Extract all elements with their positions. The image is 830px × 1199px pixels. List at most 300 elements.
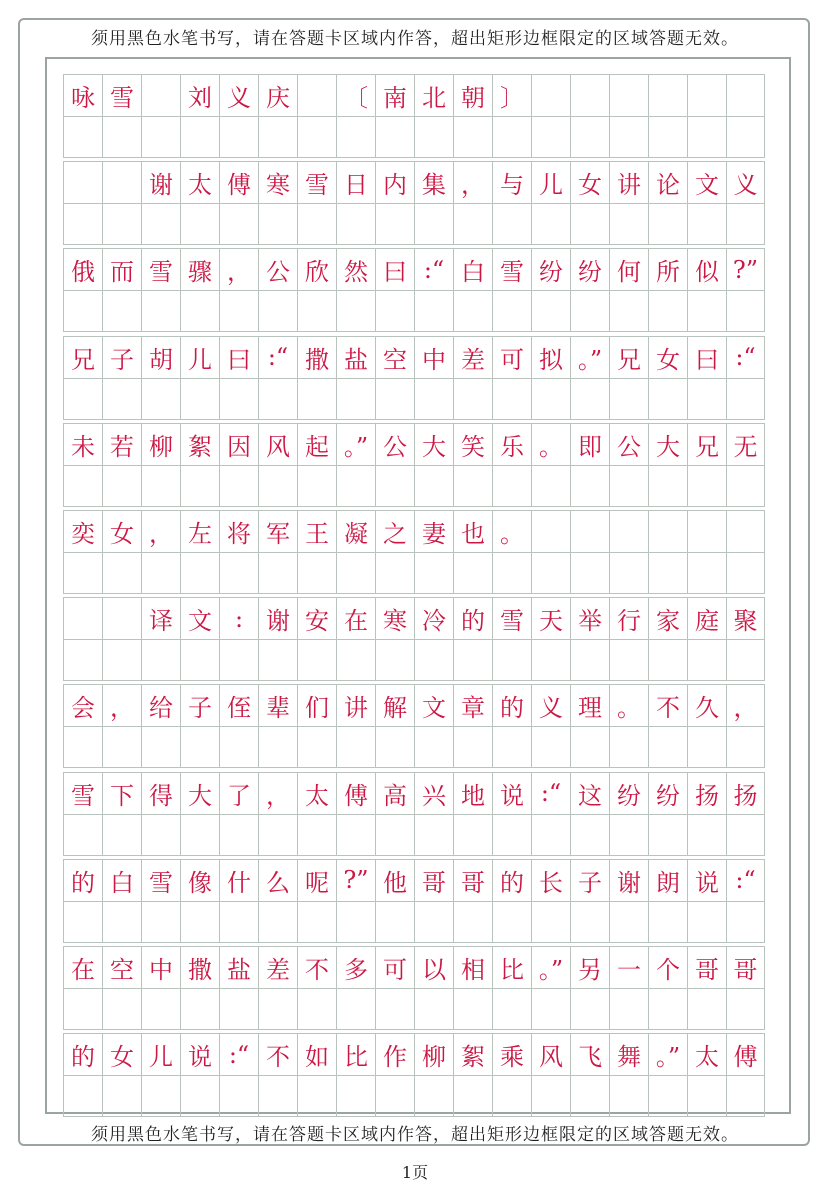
grid-cell: 下 [102, 772, 141, 814]
grid-cell: 风 [258, 423, 297, 465]
grid-cell-blank [336, 290, 375, 332]
grid-cell-blank [219, 901, 258, 943]
grid-cell-blank [141, 290, 180, 332]
grid-cell: 絮 [180, 423, 219, 465]
grid-cell-blank [219, 203, 258, 245]
grid-cell: 扬 [687, 772, 726, 814]
grid-cell-blank [609, 116, 648, 158]
grid-cell-blank [219, 988, 258, 1030]
grid-cell: 译 [141, 597, 180, 639]
grid-cell: 差 [258, 946, 297, 988]
grid-cell: : [219, 597, 258, 639]
grid-cell-blank [609, 378, 648, 420]
grid-cell: 庭 [687, 597, 726, 639]
grid-cell: 风 [531, 1033, 570, 1075]
grid-cell: 得 [141, 772, 180, 814]
grid-cell-blank [141, 203, 180, 245]
grid-cell-blank [102, 726, 141, 768]
grid-cell-blank [258, 203, 297, 245]
grid-cell [609, 74, 648, 116]
grid-cell: 将 [219, 510, 258, 552]
blank-row [63, 378, 768, 420]
grid-cell-blank [180, 552, 219, 594]
grid-cell-blank [414, 116, 453, 158]
grid-cell: 寒 [258, 161, 297, 203]
grid-cell: 讲 [336, 684, 375, 726]
grid-cell-blank [219, 814, 258, 856]
grid-cell-blank [492, 552, 531, 594]
grid-cell-blank [219, 465, 258, 507]
grid-cell: 可 [375, 946, 414, 988]
grid-cell-blank [726, 814, 765, 856]
grid-cell-blank [570, 290, 609, 332]
grid-cell-blank [258, 814, 297, 856]
grid-cell: 雪 [141, 248, 180, 290]
grid-cell: 长 [531, 859, 570, 901]
grid-cell: 聚 [726, 597, 765, 639]
grid-cell: ， [726, 684, 765, 726]
grid-cell-blank [63, 988, 102, 1030]
grid-cell-blank [258, 290, 297, 332]
grid-cell: 女 [102, 1033, 141, 1075]
grid-cell-blank [453, 726, 492, 768]
grid-cell: 大 [180, 772, 219, 814]
grid-cell-blank [609, 814, 648, 856]
grid-cell-blank [726, 552, 765, 594]
grid-cell: 雪 [492, 248, 531, 290]
grid-cell-blank [180, 1075, 219, 1117]
grid-cell: 刘 [180, 74, 219, 116]
grid-cell-blank [687, 639, 726, 681]
grid-cell: 似 [687, 248, 726, 290]
grid-cell-blank [414, 552, 453, 594]
grid-cell-blank [492, 814, 531, 856]
grid-cell: 雪 [492, 597, 531, 639]
footer-notice: 须用黑色水笔书写，请在答题卡区域内作答，超出矩形边框限定的区域答题无效。 [91, 1125, 739, 1145]
grid-cell-blank [531, 378, 570, 420]
grid-cell-blank [687, 378, 726, 420]
grid-cell: 的 [453, 597, 492, 639]
grid-cell-blank [141, 465, 180, 507]
grid-cell: 作 [375, 1033, 414, 1075]
grid-cell: 文 [687, 161, 726, 203]
grid-cell: 拟 [531, 336, 570, 378]
grid-cell-blank [687, 203, 726, 245]
grid-cell-blank [63, 726, 102, 768]
grid-cell-blank [531, 814, 570, 856]
grid-cell-blank [453, 814, 492, 856]
grid-cell-blank [336, 116, 375, 158]
grid-cell: 胡 [141, 336, 180, 378]
grid-cell-blank [336, 378, 375, 420]
grid-cell: 奕 [63, 510, 102, 552]
grid-cell-blank [492, 378, 531, 420]
grid-cell: 寒 [375, 597, 414, 639]
grid-cell: 柳 [414, 1033, 453, 1075]
grid-cell: 曰 [375, 248, 414, 290]
blank-row [63, 901, 768, 943]
grid-cell: 盐 [336, 336, 375, 378]
grid-cell: 冷 [414, 597, 453, 639]
grid-cell: 所 [648, 248, 687, 290]
grid-cell: 雪 [102, 74, 141, 116]
grid-cell: 凝 [336, 510, 375, 552]
grid-cell-blank [570, 814, 609, 856]
grid-cell-blank [648, 1075, 687, 1117]
grid-cell-blank [648, 290, 687, 332]
grid-cell-blank [102, 639, 141, 681]
grid-cell: 。” [531, 946, 570, 988]
grid-cell: 雪 [141, 859, 180, 901]
grid-cell-blank [687, 988, 726, 1030]
grid-cell: 骤 [180, 248, 219, 290]
grid-cell: 朗 [648, 859, 687, 901]
grid-cell-blank [180, 378, 219, 420]
grid-cell: 然 [336, 248, 375, 290]
grid-cell: :“ [726, 336, 765, 378]
grid-cell-blank [180, 203, 219, 245]
grid-cell-blank [375, 726, 414, 768]
text-row [63, 336, 768, 378]
grid-cell: 曰 [687, 336, 726, 378]
grid-cell: ， [219, 248, 258, 290]
grid-cell [609, 510, 648, 552]
grid-cell: 天 [531, 597, 570, 639]
grid-cell-blank [687, 290, 726, 332]
grid-cell: ?” [336, 859, 375, 901]
grid-line [63, 859, 768, 944]
grid-cell-blank [492, 203, 531, 245]
grid-cell: 絮 [453, 1033, 492, 1075]
grid-cell-blank [570, 378, 609, 420]
grid-cell-blank [141, 378, 180, 420]
grid-cell-blank [414, 639, 453, 681]
grid-cell: 义 [726, 161, 765, 203]
grid-cell: 比 [336, 1033, 375, 1075]
grid-cell-blank [219, 116, 258, 158]
grid-line [63, 772, 768, 857]
grid-cell-blank [648, 726, 687, 768]
grid-line [63, 161, 768, 246]
grid-cell: 傅 [726, 1033, 765, 1075]
grid-cell-blank [687, 116, 726, 158]
grid-cell: 〔 [336, 74, 375, 116]
grid-cell: 左 [180, 510, 219, 552]
grid-cell-blank [531, 901, 570, 943]
grid-cell: 儿 [141, 1033, 180, 1075]
grid-cell-blank [336, 465, 375, 507]
grid-cell: 雪 [297, 161, 336, 203]
grid-cell-blank [219, 378, 258, 420]
grid-cell: 太 [180, 161, 219, 203]
grid-cell-blank [102, 465, 141, 507]
grid-cell: 在 [63, 946, 102, 988]
grid-cell: 因 [219, 423, 258, 465]
text-row [63, 74, 768, 116]
grid-cell: 另 [570, 946, 609, 988]
grid-cell: 撒 [297, 336, 336, 378]
grid-cell [648, 510, 687, 552]
blank-row [63, 552, 768, 594]
grid-cell-blank [453, 290, 492, 332]
grid-cell-blank [726, 203, 765, 245]
grid-cell-blank [258, 552, 297, 594]
grid-cell-blank [453, 378, 492, 420]
grid-cell: 论 [648, 161, 687, 203]
grid-cell: 谢 [141, 161, 180, 203]
grid-cell: 辈 [258, 684, 297, 726]
grid-cell-blank [609, 901, 648, 943]
grid-cell: 不 [258, 1033, 297, 1075]
text-row [63, 161, 768, 203]
grid-cell-blank [375, 378, 414, 420]
grid-cell-blank [102, 378, 141, 420]
grid-cell: 兄 [63, 336, 102, 378]
grid-cell-blank [570, 1075, 609, 1117]
grid-cell: :“ [531, 772, 570, 814]
grid-cell: 儿 [180, 336, 219, 378]
header-notice: 须用黑色水笔书写，请在答题卡区域内作答，超出矩形边框限定的区域答题无效。 [91, 29, 739, 49]
grid-cell: 女 [570, 161, 609, 203]
grid-cell: 哥 [687, 946, 726, 988]
grid-cell: 也 [453, 510, 492, 552]
blank-row [63, 988, 768, 1030]
grid-cell-blank [570, 203, 609, 245]
grid-cell [726, 74, 765, 116]
grid-cell: ， [102, 684, 141, 726]
grid-cell: 侄 [219, 684, 258, 726]
grid-cell: 太 [687, 1033, 726, 1075]
grid-cell: 朝 [453, 74, 492, 116]
grid-cell: 差 [453, 336, 492, 378]
grid-cell-blank [63, 901, 102, 943]
grid-cell-blank [531, 465, 570, 507]
grid-cell: 而 [102, 248, 141, 290]
grid-cell: 会 [63, 684, 102, 726]
grid-cell: 柳 [141, 423, 180, 465]
grid-cell-blank [453, 465, 492, 507]
grid-cell-blank [570, 726, 609, 768]
grid-cell-blank [297, 378, 336, 420]
grid-cell: 义 [219, 74, 258, 116]
grid-cell-blank [414, 378, 453, 420]
grid-cell: 。 [531, 423, 570, 465]
grid-cell-blank [687, 814, 726, 856]
grid-cell: 哥 [453, 859, 492, 901]
grid-cell-blank [492, 465, 531, 507]
grid-cell-blank [63, 116, 102, 158]
grid-cell [570, 510, 609, 552]
grid-cell: 。” [336, 423, 375, 465]
grid-cell-blank [609, 290, 648, 332]
grid-cell-blank [375, 116, 414, 158]
grid-cell: 个 [648, 946, 687, 988]
grid-cell-blank [414, 203, 453, 245]
grid-cell-blank [258, 639, 297, 681]
grid-cell-blank [180, 726, 219, 768]
grid-cell-blank [336, 726, 375, 768]
grid-cell: 中 [414, 336, 453, 378]
grid-cell [141, 74, 180, 116]
grid-cell: 兴 [414, 772, 453, 814]
grid-cell: 解 [375, 684, 414, 726]
grid-cell: 庆 [258, 74, 297, 116]
grid-cell: 扬 [726, 772, 765, 814]
grid-cell: 什 [219, 859, 258, 901]
grid-cell: 乘 [492, 1033, 531, 1075]
grid-cell: 军 [258, 510, 297, 552]
grid-cell-blank [297, 290, 336, 332]
grid-cell-blank [180, 465, 219, 507]
grid-cell-blank [297, 203, 336, 245]
grid-cell-blank [648, 378, 687, 420]
grid-cell: 理 [570, 684, 609, 726]
grid-line [63, 510, 768, 595]
grid-cell-blank [648, 552, 687, 594]
grid-cell: 空 [102, 946, 141, 988]
grid-cell-blank [297, 726, 336, 768]
grid-cell: 撒 [180, 946, 219, 988]
grid-cell-blank [180, 814, 219, 856]
grid-cell: 们 [297, 684, 336, 726]
grid-cell: 集 [414, 161, 453, 203]
grid-cell: 咏 [63, 74, 102, 116]
grid-cell-blank [531, 639, 570, 681]
grid-cell-blank [375, 901, 414, 943]
grid-cell-blank [219, 1075, 258, 1117]
grid-cell-blank [492, 726, 531, 768]
grid-cell: 行 [609, 597, 648, 639]
text-row [63, 859, 768, 901]
grid-cell: 俄 [63, 248, 102, 290]
grid-cell-blank [609, 203, 648, 245]
grid-cell-blank [414, 290, 453, 332]
grid-cell: 的 [492, 684, 531, 726]
grid-cell: 日 [336, 161, 375, 203]
blank-row [63, 814, 768, 856]
grid-cell-blank [726, 465, 765, 507]
grid-cell: 哥 [726, 946, 765, 988]
grid-cell: 纷 [531, 248, 570, 290]
grid-cell-blank [375, 552, 414, 594]
grid-cell: 哥 [414, 859, 453, 901]
grid-cell-blank [258, 988, 297, 1030]
grid-cell-blank [102, 203, 141, 245]
grid-cell: 大 [648, 423, 687, 465]
grid-cell-blank [180, 116, 219, 158]
grid-cell: 不 [297, 946, 336, 988]
grid-line [63, 336, 768, 421]
grid-cell: 不 [648, 684, 687, 726]
grid-cell-blank [375, 1075, 414, 1117]
grid-cell-blank [63, 814, 102, 856]
grid-cell-blank [492, 639, 531, 681]
grid-cell: 呢 [297, 859, 336, 901]
blank-row [63, 290, 768, 332]
grid-cell-blank [102, 552, 141, 594]
grid-cell-blank [375, 639, 414, 681]
grid-cell: 曰 [219, 336, 258, 378]
grid-cell: 雪 [63, 772, 102, 814]
grid-cell-blank [726, 290, 765, 332]
grid-cell: 乐 [492, 423, 531, 465]
grid-cell: 内 [375, 161, 414, 203]
grid-cell-blank [648, 116, 687, 158]
grid-cell-blank [336, 814, 375, 856]
grid-cell: 子 [570, 859, 609, 901]
grid-cell-blank [687, 726, 726, 768]
grid-cell-blank [414, 465, 453, 507]
text-row [63, 946, 768, 988]
page-number: 1页 [401, 1163, 429, 1182]
grid-cell-blank [726, 378, 765, 420]
grid-cell: 太 [297, 772, 336, 814]
grid-cell-blank [570, 552, 609, 594]
grid-line [63, 946, 768, 1031]
grid-cell: 女 [102, 510, 141, 552]
grid-cell-blank [102, 1075, 141, 1117]
grid-cell-blank [726, 901, 765, 943]
grid-cell: 无 [726, 423, 765, 465]
grid-cell: 未 [63, 423, 102, 465]
grid-cell-blank [609, 1075, 648, 1117]
grid-cell-blank [648, 814, 687, 856]
grid-cell-blank [414, 988, 453, 1030]
grid-cell [570, 74, 609, 116]
grid-cell-blank [63, 1075, 102, 1117]
grid-cell-blank [648, 203, 687, 245]
grid-cell: 儿 [531, 161, 570, 203]
grid-cell-blank [414, 814, 453, 856]
grid-cell-blank [63, 465, 102, 507]
grid-cell-blank [141, 552, 180, 594]
grid-cell [648, 74, 687, 116]
grid-cell: 文 [414, 684, 453, 726]
grid-cell: 傅 [336, 772, 375, 814]
grid-cell-blank [453, 116, 492, 158]
grid-cell: :“ [219, 1033, 258, 1075]
grid-cell-blank [219, 639, 258, 681]
grid-cell-blank [63, 290, 102, 332]
grid-cell: 家 [648, 597, 687, 639]
grid-cell-blank [336, 901, 375, 943]
grid-cell-blank [375, 203, 414, 245]
grid-cell-blank [258, 116, 297, 158]
grid-cell: 义 [531, 684, 570, 726]
grid-cell-blank [297, 814, 336, 856]
grid-cell-blank [297, 639, 336, 681]
grid-cell-blank [102, 901, 141, 943]
grid-cell-blank [609, 552, 648, 594]
grid-cell-blank [258, 726, 297, 768]
grid-cell [687, 510, 726, 552]
grid-cell: 纷 [609, 772, 648, 814]
grid-cell: 空 [375, 336, 414, 378]
grid-cell-blank [531, 203, 570, 245]
grid-cell-blank [687, 465, 726, 507]
grid-cell: 像 [180, 859, 219, 901]
grid-cell-blank [726, 1075, 765, 1117]
grid-cell: 比 [492, 946, 531, 988]
grid-cell-blank [336, 639, 375, 681]
grid-cell-blank [687, 1075, 726, 1117]
grid-cell-blank [609, 465, 648, 507]
grid-cell-blank [453, 203, 492, 245]
grid-cell-blank [531, 552, 570, 594]
grid-cell-blank [141, 1075, 180, 1117]
grid-line [63, 1033, 768, 1118]
grid-cell-blank [375, 290, 414, 332]
